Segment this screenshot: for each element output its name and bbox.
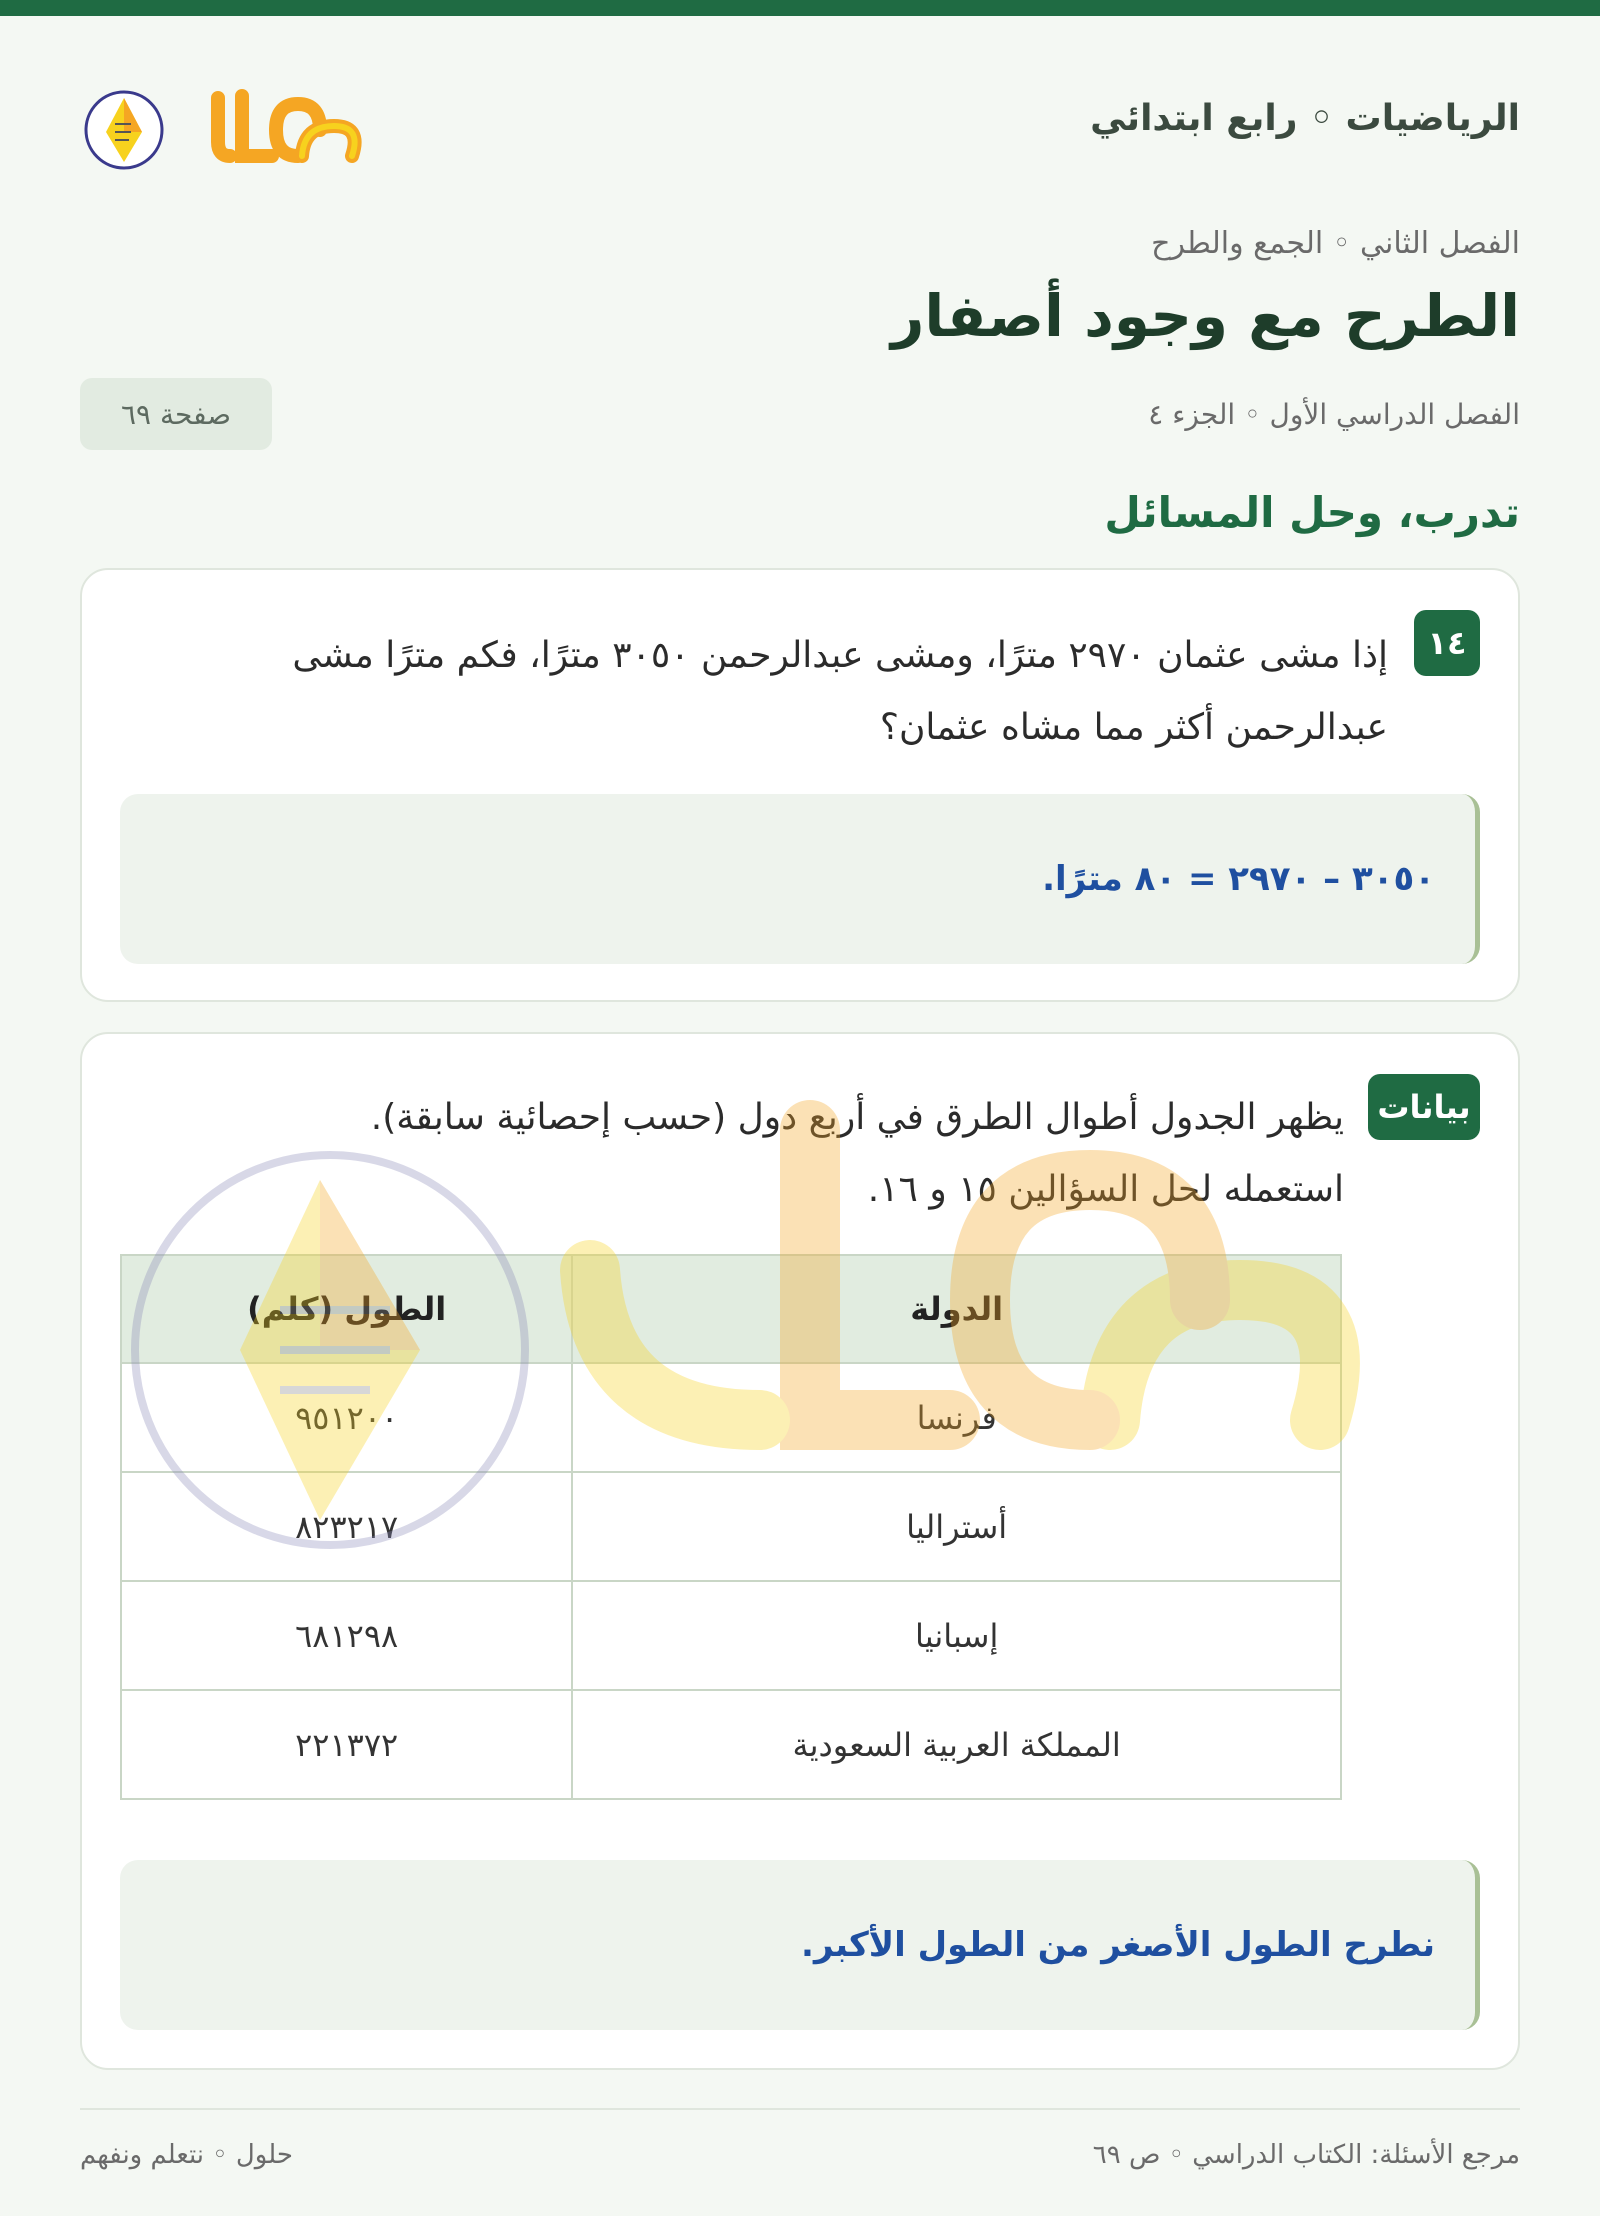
section-heading: تدرب، وحل المسائل xyxy=(1104,488,1520,537)
country-cell: إسبانيا xyxy=(572,1581,1341,1690)
lesson-title: الطرح مع وجود أصفار xyxy=(891,282,1520,350)
length-cell: ٩٥١٢٠٠ xyxy=(121,1363,572,1472)
question-text: إذا مشى عثمان ٢٩٧٠ مترًا، ومشى عبدالرحمن ٣٠٥٠ مترًا، فكم مترًا مشى عبدالرحمن أكثر مما مشاه عثمان؟ xyxy=(292,635,1388,748)
roads-table xyxy=(120,1254,1342,1800)
logo-text: حلول xyxy=(44,47,80,66)
table-row xyxy=(121,1690,1341,1799)
chapter-label: الفصل الثاني ◦ الجمع والطرح xyxy=(1151,226,1520,261)
data-description xyxy=(144,1082,1344,1226)
length-cell: ٢٢١٣٧٢ xyxy=(121,1690,572,1799)
data-description-line-1: يظهر الجدول أطوال الطرق في أربع دول (حسب إحصائية سابقة). xyxy=(370,1097,1344,1138)
term-part-label: الفصل الدراسي الأول ◦ الجزء ٤ xyxy=(1148,398,1520,431)
country-cell: فرنسا xyxy=(572,1363,1341,1472)
footer-divider xyxy=(80,2108,1520,2110)
length-cell: ٦٨١٢٩٨ xyxy=(121,1581,572,1690)
page-header xyxy=(44,47,1520,192)
length-cell: ٨٢٣٢١٧ xyxy=(121,1472,572,1581)
page-number-badge: صفحة ٦٩ xyxy=(80,378,272,450)
hint-text: نطرح الطول الأصغر من الطول الأكبر. xyxy=(801,1925,1435,1965)
table-header-row xyxy=(121,1255,1341,1363)
question-card-14 xyxy=(80,568,1520,1002)
table-row xyxy=(121,1363,1341,1472)
answer-box xyxy=(120,794,1480,964)
hulul-logo xyxy=(44,47,380,192)
answer-text: ٣٠٥٠ – ٢٩٧٠ = ٨٠ مترًا. xyxy=(1042,859,1435,899)
table-row xyxy=(121,1472,1341,1581)
country-cell: أستراليا xyxy=(572,1472,1341,1581)
question-number-badge: ١٤ xyxy=(1414,610,1480,676)
footer-brand: حلول ◦ نتعلم ونفهم xyxy=(80,2140,293,2170)
table-row xyxy=(121,1581,1341,1690)
hint-box xyxy=(120,1860,1480,2030)
data-description-line-2: استعمله لحل السؤالين ١٥ و ١٦. xyxy=(867,1169,1344,1210)
data-badge: بيانات xyxy=(1368,1074,1480,1140)
header-country: الدولة xyxy=(572,1255,1341,1363)
country-cell: المملكة العربية السعودية xyxy=(572,1690,1341,1799)
subject-label: الرياضيات ◦ رابع ابتدائي xyxy=(1090,98,1520,139)
top-accent-bar xyxy=(0,0,1600,16)
data-card xyxy=(80,1032,1520,2070)
footer-reference: مرجع الأسئلة: الكتاب الدراسي ◦ ص ٦٩ xyxy=(1092,2140,1520,2170)
header-length: الطول (كلم) xyxy=(121,1255,572,1363)
